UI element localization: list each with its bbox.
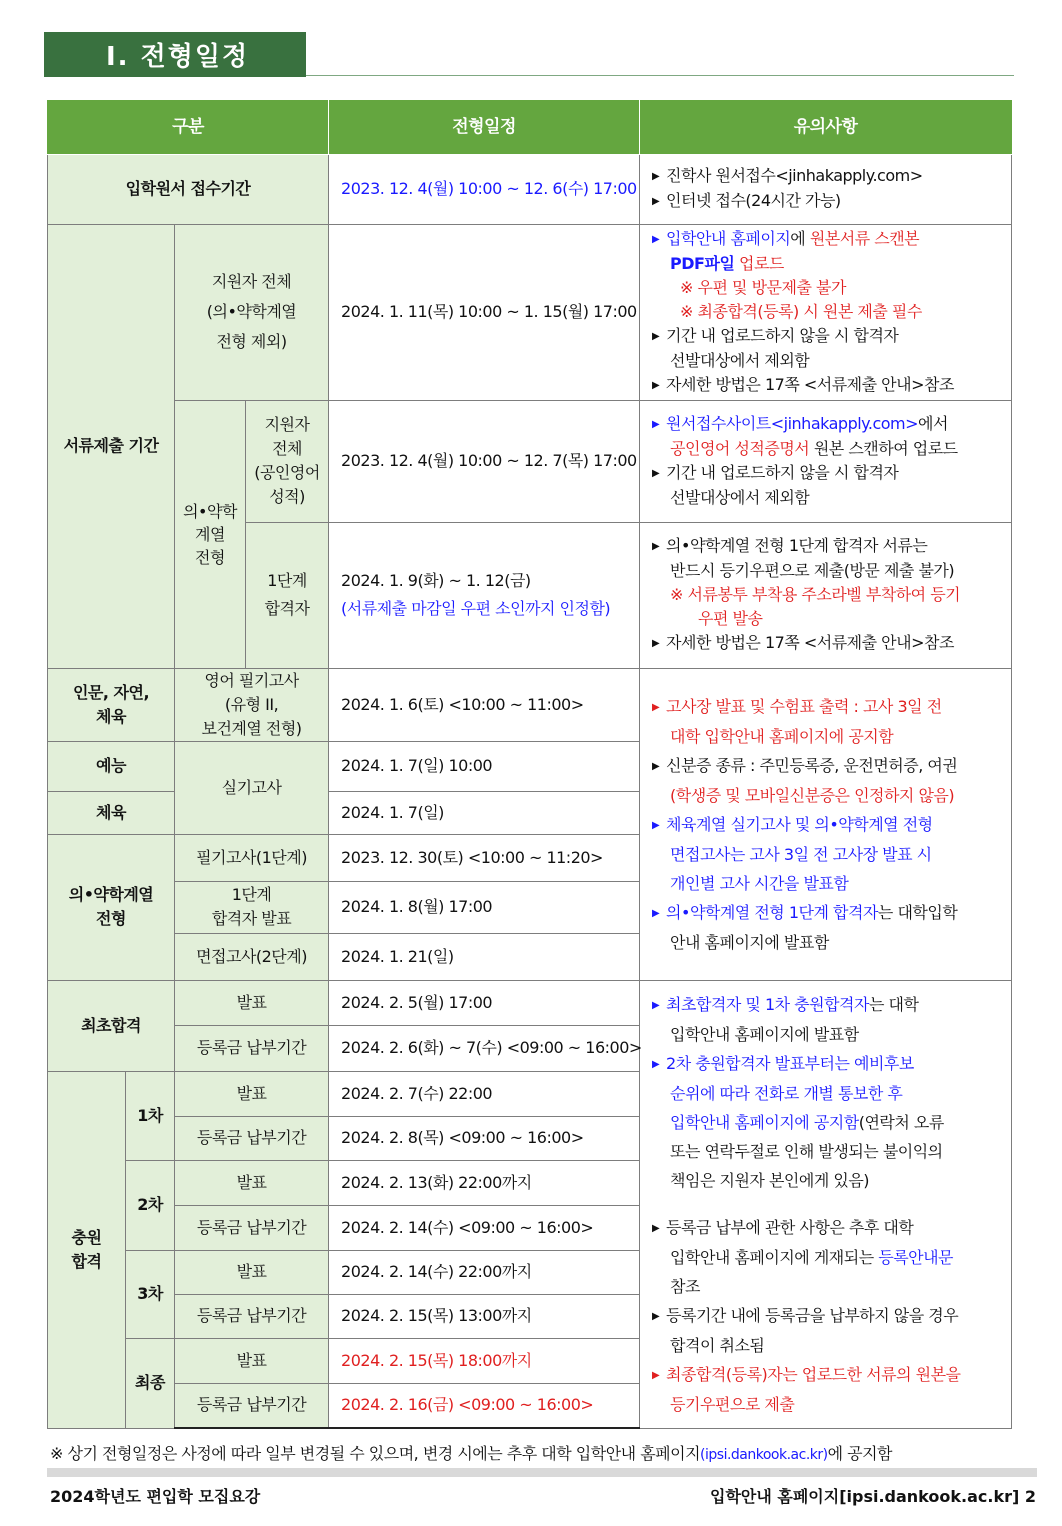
exam-pe-label: 체육 — [48, 791, 175, 834]
exam-english-date: 2024. 1. 6(토) <10:00 ~ 11:00> — [329, 668, 640, 741]
exam-art-date: 2024. 1. 7(일) 10:00 — [329, 741, 640, 791]
footer-doc-title: 2024학년도 편입학 모집요강 — [50, 1487, 261, 1506]
exam-art-label: 예능 — [48, 741, 175, 791]
doc-med-english: 지원자 전체 (공인영어 성적) — [246, 400, 329, 522]
extra-final-payment: 등록금 납부기간 — [175, 1383, 329, 1428]
section-divider — [306, 75, 1014, 76]
exam-med-stage1: 1단계 합격자 발표 — [175, 881, 329, 933]
table-row — [48, 224, 1012, 400]
header-schedule: 전형일정 — [329, 100, 640, 154]
doc-med-stage1-date: 2024. 1. 9(화) ~ 1. 12(금) (서류제출 마감일 우편 소인까지 인정함) — [329, 522, 640, 668]
doc-all-applicants: 지원자 전체 (의•약학계열 전형 제외) — [175, 224, 329, 400]
application-period-label: 입학원서 접수기간 — [48, 154, 329, 224]
extra-round2-announce-date: 2024. 2. 13(화) 22:00까지 — [329, 1160, 640, 1205]
extra-final-announce: 발표 — [175, 1338, 329, 1383]
schedule-footnote: ※ 상기 전형일정은 사정에 따라 일부 변경될 수 있으며, 변경 시에는 추후 대학 입학안내 홈페이지(ipsi.dankook.ac.kr)에 공지함 — [50, 1444, 893, 1463]
table-row — [48, 980, 1012, 1025]
exam-notes: ▶ 고사장 발표 및 수험표 출력 : 고사 3일 전 대학 입학안내 홈페이지에 공지함 ▶ 신분증 종류 : 주민등록증, 운전면허증, 여권 (학생증 및 모바일신분증은 인정하지 않음) ▶ 체육계열 실기고사 및 의•약학계열 전형 면접고사는 고사 3일 전 고사장 발표 시 개인별 고사 시간을 발표함 ▶ 의•약학계열 전형 1단계 합격자는 대학입학 안내 홈페이지에 발표함 — [640, 668, 1012, 980]
final-payment-date: 2024. 2. 6(화) ~ 7(수) <09:00 ~ 16:00> — [329, 1025, 640, 1071]
extra-round3-payment-date: 2024. 2. 15(목) 13:00까지 — [329, 1294, 640, 1338]
final-payment: 등록금 납부기간 — [175, 1025, 329, 1071]
header-notes: 유의사항 — [640, 100, 1012, 154]
application-notes: ▶ 진학사 원서접수<jinhakapply.com> ▶ 인터넷 접수(24시간 가능) — [640, 154, 1012, 224]
extra-final-payment-date: 2024. 2. 16(금) <09:00 ~ 16:00> — [329, 1383, 640, 1428]
exam-english: 영어 필기고사 (유형 II, 보건계열 전형) — [175, 668, 329, 741]
exam-med-stage1-date: 2024. 1. 8(월) 17:00 — [329, 881, 640, 933]
extra-round2-payment: 등록금 납부기간 — [175, 1205, 329, 1250]
exam-med-written: 필기고사(1단계) — [175, 834, 329, 881]
exam-med-label: 의•약학계열 전형 — [48, 834, 175, 980]
table-row — [48, 668, 1012, 741]
extra-round2-payment-date: 2024. 2. 14(수) <09:00 ~ 16:00> — [329, 1205, 640, 1250]
doc-med-stage1: 1단계 합격자 — [246, 522, 329, 668]
extra-round1-payment-date: 2024. 2. 8(목) <09:00 ~ 16:00> — [329, 1116, 640, 1160]
extra-final-label: 최종 — [126, 1338, 175, 1428]
exam-med-interview: 면접고사(2단계) — [175, 933, 329, 980]
extra-round3-announce: 발표 — [175, 1250, 329, 1294]
header-category: 구분 — [48, 100, 329, 154]
doc-all-notes: ▶ 입학안내 홈페이지에 원본서류 스캔본 PDF파일 업로드 ※ 우편 및 방문제출 불가 ※ 최종합격(등록) 시 원본 제출 필수 ▶ 기간 내 업로드하지 않을 시 합격자 선발대상에서 제외함 ▶ 자세한 방법은 17쪽 <서류제출 안내>참조 — [640, 224, 1012, 400]
doc-med-english-date: 2023. 12. 4(월) 10:00 ~ 12. 7(목) 17:00 — [329, 400, 640, 522]
application-period-date: 2023. 12. 4(월) 10:00 ~ 12. 6(수) 17:00 — [329, 154, 640, 224]
table-row — [48, 154, 1012, 224]
extra-round1-announce-date: 2024. 2. 7(수) 22:00 — [329, 1071, 640, 1116]
doc-med-stage1-notes: ▶ 의•약학계열 전형 1단계 합격자 서류는 반드시 등기우편으로 제출(방문 제출 불가) ※ 서류봉투 부착용 주소라벨 부착하여 등기 우편 발송 ▶ 자세한 방법은 17쪽 <서류제출 안내>참조 — [640, 522, 1012, 668]
footer-bar — [47, 1468, 1037, 1477]
exam-pe-date: 2024. 1. 7(일) — [329, 791, 640, 834]
extra-round1-announce: 발표 — [175, 1071, 329, 1116]
final-pass-label: 최초합격 — [48, 980, 175, 1071]
extra-pass-label: 충원 합격 — [48, 1071, 126, 1428]
schedule-table — [47, 100, 1012, 1429]
exam-hum-label: 인문, 자연, 체육 — [48, 668, 175, 741]
table-header-row — [48, 100, 1012, 154]
exam-med-written-date: 2023. 12. 30(토) <10:00 ~ 11:20> — [329, 834, 640, 881]
registration-notes: ▶ 최초합격자 및 1차 충원합격자는 대학 입학안내 홈페이지에 발표함 ▶ 2차 충원합격자 발표부터는 예비후보 순위에 따라 전화로 개별 통보한 후 입학안내 홈페이지에 공지함(연락처 오류 또는 연락두절로 인해 발생되는 불이익의 책임은 지원자 본인에게 있음) ▶ 등록금 납부에 관한 사항은 추후 대학 입학안내 홈페이지에 게재되는 등록안내문 참조 ▶ 등록기간 내에 등록금을 납부하지 않을 경우 합격이 취소됨 ▶ 최종합격(등록)자는 업로드한 서류의 원본을 등기우편으로 제출 — [640, 980, 1012, 1428]
exam-practical: 실기고사 — [175, 741, 329, 834]
extra-round2-announce: 발표 — [175, 1160, 329, 1205]
extra-round1-payment: 등록금 납부기간 — [175, 1116, 329, 1160]
section-title: Ⅰ. 전형일정 — [44, 32, 306, 77]
extra-final-announce-date: 2024. 2. 15(목) 18:00까지 — [329, 1338, 640, 1383]
extra-round1-label: 1차 — [126, 1071, 175, 1160]
table-row — [48, 400, 1012, 522]
exam-med-interview-date: 2024. 1. 21(일) — [329, 933, 640, 980]
footer-page-info: 입학안내 홈페이지[ipsi.dankook.ac.kr] 2 — [709, 1487, 1036, 1506]
final-announce-date: 2024. 2. 5(월) 17:00 — [329, 980, 640, 1025]
document-period-label: 서류제출 기간 — [48, 224, 175, 668]
extra-round2-label: 2차 — [126, 1160, 175, 1250]
extra-round3-label: 3차 — [126, 1250, 175, 1338]
doc-all-date: 2024. 1. 11(목) 10:00 ~ 1. 15(월) 17:00 — [329, 224, 640, 400]
doc-med-english-notes: ▶ 원서접수사이트<jinhakapply.com>에서 공인영어 성적증명서 원본 스캔하여 업로드 ▶ 기간 내 업로드하지 않을 시 합격자 선발대상에서 제외함 — [640, 400, 1012, 522]
final-announce: 발표 — [175, 980, 329, 1025]
doc-med-track: 의•약학 계열 전형 — [175, 400, 246, 668]
extra-round3-payment: 등록금 납부기간 — [175, 1294, 329, 1338]
extra-round3-announce-date: 2024. 2. 14(수) 22:00까지 — [329, 1250, 640, 1294]
